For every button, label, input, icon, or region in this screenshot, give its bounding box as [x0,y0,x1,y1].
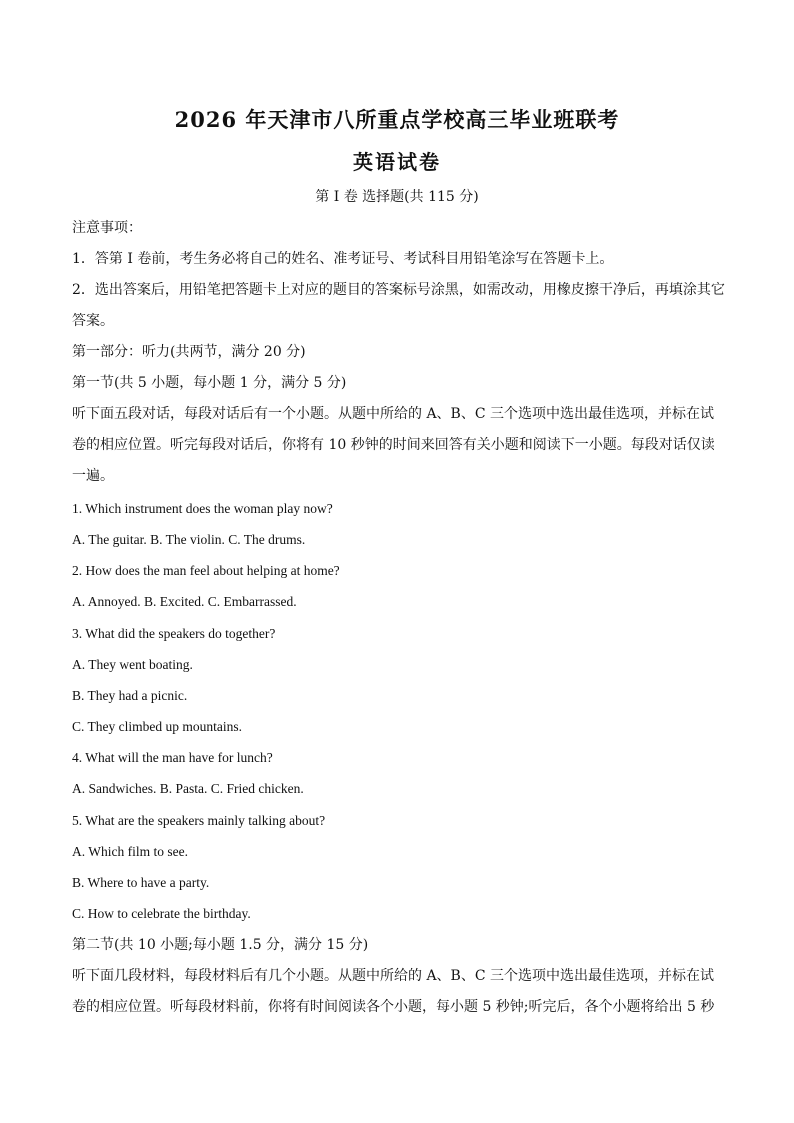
part1-heading: 第一部分：听力(共两节，满分 20 分) [72,344,306,360]
section2-heading: 第二节(共 10 小题;每小题 1.5 分，满分 15 分) [72,937,369,953]
question-1: 1. Which instrument does the woman play now? [72,501,333,516]
question-5-option-b: B. Where to have a party. [72,875,210,890]
question-5: 5. What are the speakers mainly talking about? [72,813,326,828]
notes-item-1: 1．答第 I 卷前，考生务必将自己的姓名、准考证号、考试科目用铅笔涂写在答题卡上。 [72,251,614,267]
question-4-options: A. Sandwiches. B. Pasta. C. Fried chicken. [72,781,304,796]
question-2: 2. How does the man feel about helping at home? [72,563,340,578]
section2-instruction-line2: 卷的相应位置。听每段材料前，你将有时间阅读各个小题，每小题 5 秒钟;听完后，各个小题将给出 5 秒 [72,999,715,1015]
question-3-option-a: A. They went boating. [72,657,193,672]
question-5-option-c: C. How to celebrate the birthday. [72,906,251,921]
notes-item-2-line1: 2．选出答案后，用铅笔把答题卡上对应的题目的答案标号涂黑，如需改动，用橡皮擦干净后，再填涂其它 [72,282,725,298]
question-5-option-a: A. Which film to see. [72,844,188,859]
question-3-option-c: C. They climbed up mountains. [72,719,242,734]
notes-heading: 注意事项： [72,220,142,236]
question-2-options: A. Annoyed. B. Excited. C. Embarrassed. [72,594,297,609]
section1-instruction-line2: 卷的相应位置。听完每段对话后，你将有 10 秒钟的时间来回答有关小题和阅读下一小题。每段对话仅读 [72,437,715,453]
section1-instruction-line1: 听下面五段对话，每段对话后有一个小题。从题中所给的 A、B、C 三个选项中选出最佳选项，并标在试 [72,406,715,422]
exam-subtitle: 英语试卷 [353,150,441,174]
section1-heading: 第一节(共 5 小题，每小题 1 分，满分 5 分) [72,375,347,391]
question-1-options: A. The guitar. B. The violin. C. The drums. [72,532,306,547]
exam-title: 2026 年天津市八所重点学校高三毕业班联考 [174,107,620,132]
section-heading: 第 I 卷 选择题(共 115 分) [315,189,479,205]
question-3-option-b: B. They had a picnic. [72,688,188,703]
question-3: 3. What did the speakers do together? [72,626,276,641]
section1-instruction-line3: 一遍。 [72,468,114,484]
section2-instruction-line1: 听下面几段材料，每段材料后有几个小题。从题中所给的 A、B、C 三个选项中选出最佳选项，并标在试 [72,968,715,984]
question-4: 4. What will the man have for lunch? [72,750,273,765]
notes-item-2-line2: 答案。 [72,313,114,329]
